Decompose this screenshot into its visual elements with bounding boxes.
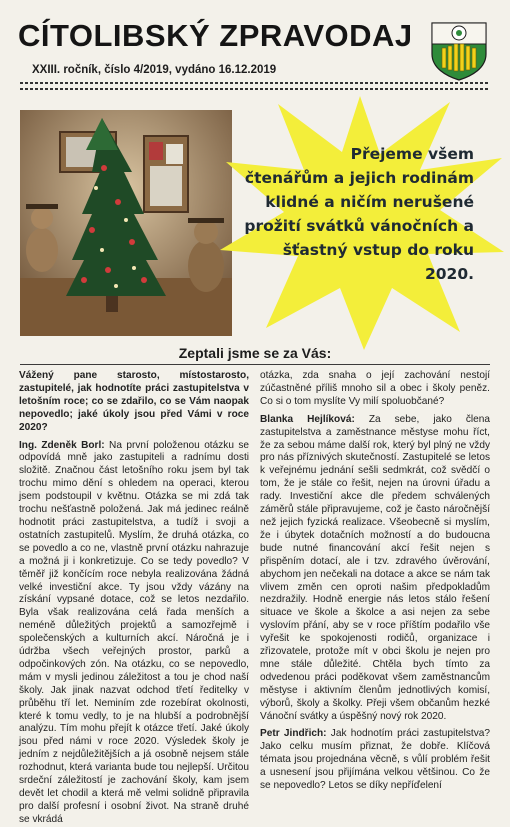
masthead-rule-bottom bbox=[20, 88, 490, 90]
greeting-line: 2020. bbox=[424, 265, 474, 283]
answer-paragraph bbox=[260, 728, 490, 793]
greeting-line: Přejeme všem bbox=[350, 145, 474, 163]
section-rule bbox=[20, 364, 490, 365]
article-column-left bbox=[19, 370, 249, 825]
speaker-name: Blanka Hejlíková: bbox=[260, 413, 355, 425]
greeting-line: klidné a ničím nerušené bbox=[265, 193, 474, 211]
christmas-tree-photo bbox=[20, 110, 232, 336]
newsletter-title: CÍTOLIBSKÝ ZPRAVODAJ bbox=[18, 18, 413, 53]
speaker-name: Ing. Zdeněk Borl: bbox=[19, 439, 105, 451]
greeting-line: prožití svátků vánočních a bbox=[244, 217, 474, 235]
speaker-name: Petr Jindřich: bbox=[260, 728, 327, 740]
answer-continuation: otázka, zda snaha o její zachování nestojí zúčastněné příliš mnoho sil a obec i školy peněz. Co si o tom myslíte Vy milí spoluobčané? bbox=[260, 370, 490, 407]
interview-question: Vážený pane starosto, místostarosto, zastupitelé, jak hodnotíte práci zastupitelstva v letošním roce; co se zdařilo, co se Vám naopak nepovedlo; jaké úkoly jsou před Vámi v roce 2020? bbox=[19, 370, 249, 433]
answer-text: Jak hodnotím práci zastupitelstva? Jako celku musím přiznat, že dobře. Klíčová témata jsou projednána věcně, s vůlí problém řešit a usnesení jsou přijímána velkou většinou. Co že se nepovedlo? Letos se díky nepříďelení bbox=[260, 728, 491, 792]
answer-text: Za sebe, jako člena zastupitelstva a zaměstnance městyse mohu říct, že za sebou máme další rok, který byl plný ne vždy pro nás příznivých skutečností. Zastupitelé se letos k veřejnému jednání sešli sedmkrát, což svědčí o tom, že je stále co řešit, nejen na úrovni úřadu a rady. Investiční akce dle předem schválených záměrů stále připravujeme, což je často náročnější než jejich fyzická realizace. Všeobecně si myslím, že i úbytek dotačních možností a do budoucna bude nutné financování akcí řešit nejen s přispěním dotací, ale i tzv. zdravého úvěrování, abychom jen nečekali na dotace a akce se nám tak vlivem změn cen oproti našim předpokladům nezdražily. Hodně energie nás letos stálo řešení situace ve škole a školce a asi nejen za sebe vyslovím přání, aby se v roce příštím podařilo vše vyřešit ke spokojenosti rodičů, organizace i zřizovatele, protože mít v obci školu je nejen pro mne stále důležité. Chtěla bych tímto za odvedenou práci poděkovat všem zaměstnancům městyse i aktivním členům jednotlivých komisí, výborů, školy a školky. Přeji všem občanům hezké Vánoční svátky a úspěšný nový rok 2020. bbox=[260, 413, 490, 722]
answer-paragraph bbox=[260, 414, 490, 724]
municipal-coat-of-arms-icon bbox=[428, 20, 490, 82]
masthead-rule-top bbox=[20, 82, 490, 84]
holiday-greeting bbox=[240, 142, 474, 286]
section-heading: Zeptali jsme se za Vás: bbox=[178, 345, 332, 361]
issue-info: XXIII. ročník, číslo 4/2019, vydáno 16.12.2019 bbox=[32, 64, 277, 76]
answer-text: Na první položenou otázku se odpovídá mně jako zastupiteli a radnímu dosti složitě. Značnou část letošního roku jsem byl tak trochu mimo dění s ohledem na operaci, kterou jsem podstoupil v květnu. Otázka se mi zdá tak trochu nešťastně položená. Jak má jedinec reálně hodnotit práci zastupitelstva, a tudíž i svoji a ostatních zastupitelů. Myslím, že druhá otázka, co se povedlo a co ne, vlastně první otázku nahrazuje a možná ji i konkretizuje. Co se tedy povedlo? V těměř již končícím roce nebyla realizována žádná velké investiční akce. Ty jsou vždy vázány na získání vypsané dotace, což se letos nezdařilo. Byla však realizována celá řada menších a neméně důležitých projektů a samozřejmě i společenských a kulturních akcí. Náročná je i údržba všech veřejných prostor, parků a odpočinkových zón. Na otázku, co se nepovedlo, mám v mysli jedinou záležitost a tou je chod naší školy. Jak jinak nazvat odchod třetí ředitelky v průběhu tří let. Neminím zde rozebírat okolnosti, které k tomu vedly, to je na hlubší a podrobnější analýzu. Tím mohu přejít k otázce třetí. Jaké úkoly jsou před námi v roce 2020. Výsledek školy je jedním z nejdůležitějších a já osobně nejsem stále rozhodnut, která varianta bude tou nejlepší. Určitou srdeční záležitostí je zachování školy, kam jsem devět let chodil a která mě velmi solidně připravila pro další profesní i osobní život. Na straně druhé se vkrádá bbox=[19, 439, 249, 825]
greeting-line: čtenářům a jejich rodinám bbox=[244, 169, 474, 187]
article-column-right bbox=[260, 370, 491, 792]
answer-paragraph bbox=[19, 440, 249, 827]
greeting-line: šťastný vstup do roku bbox=[282, 241, 474, 259]
